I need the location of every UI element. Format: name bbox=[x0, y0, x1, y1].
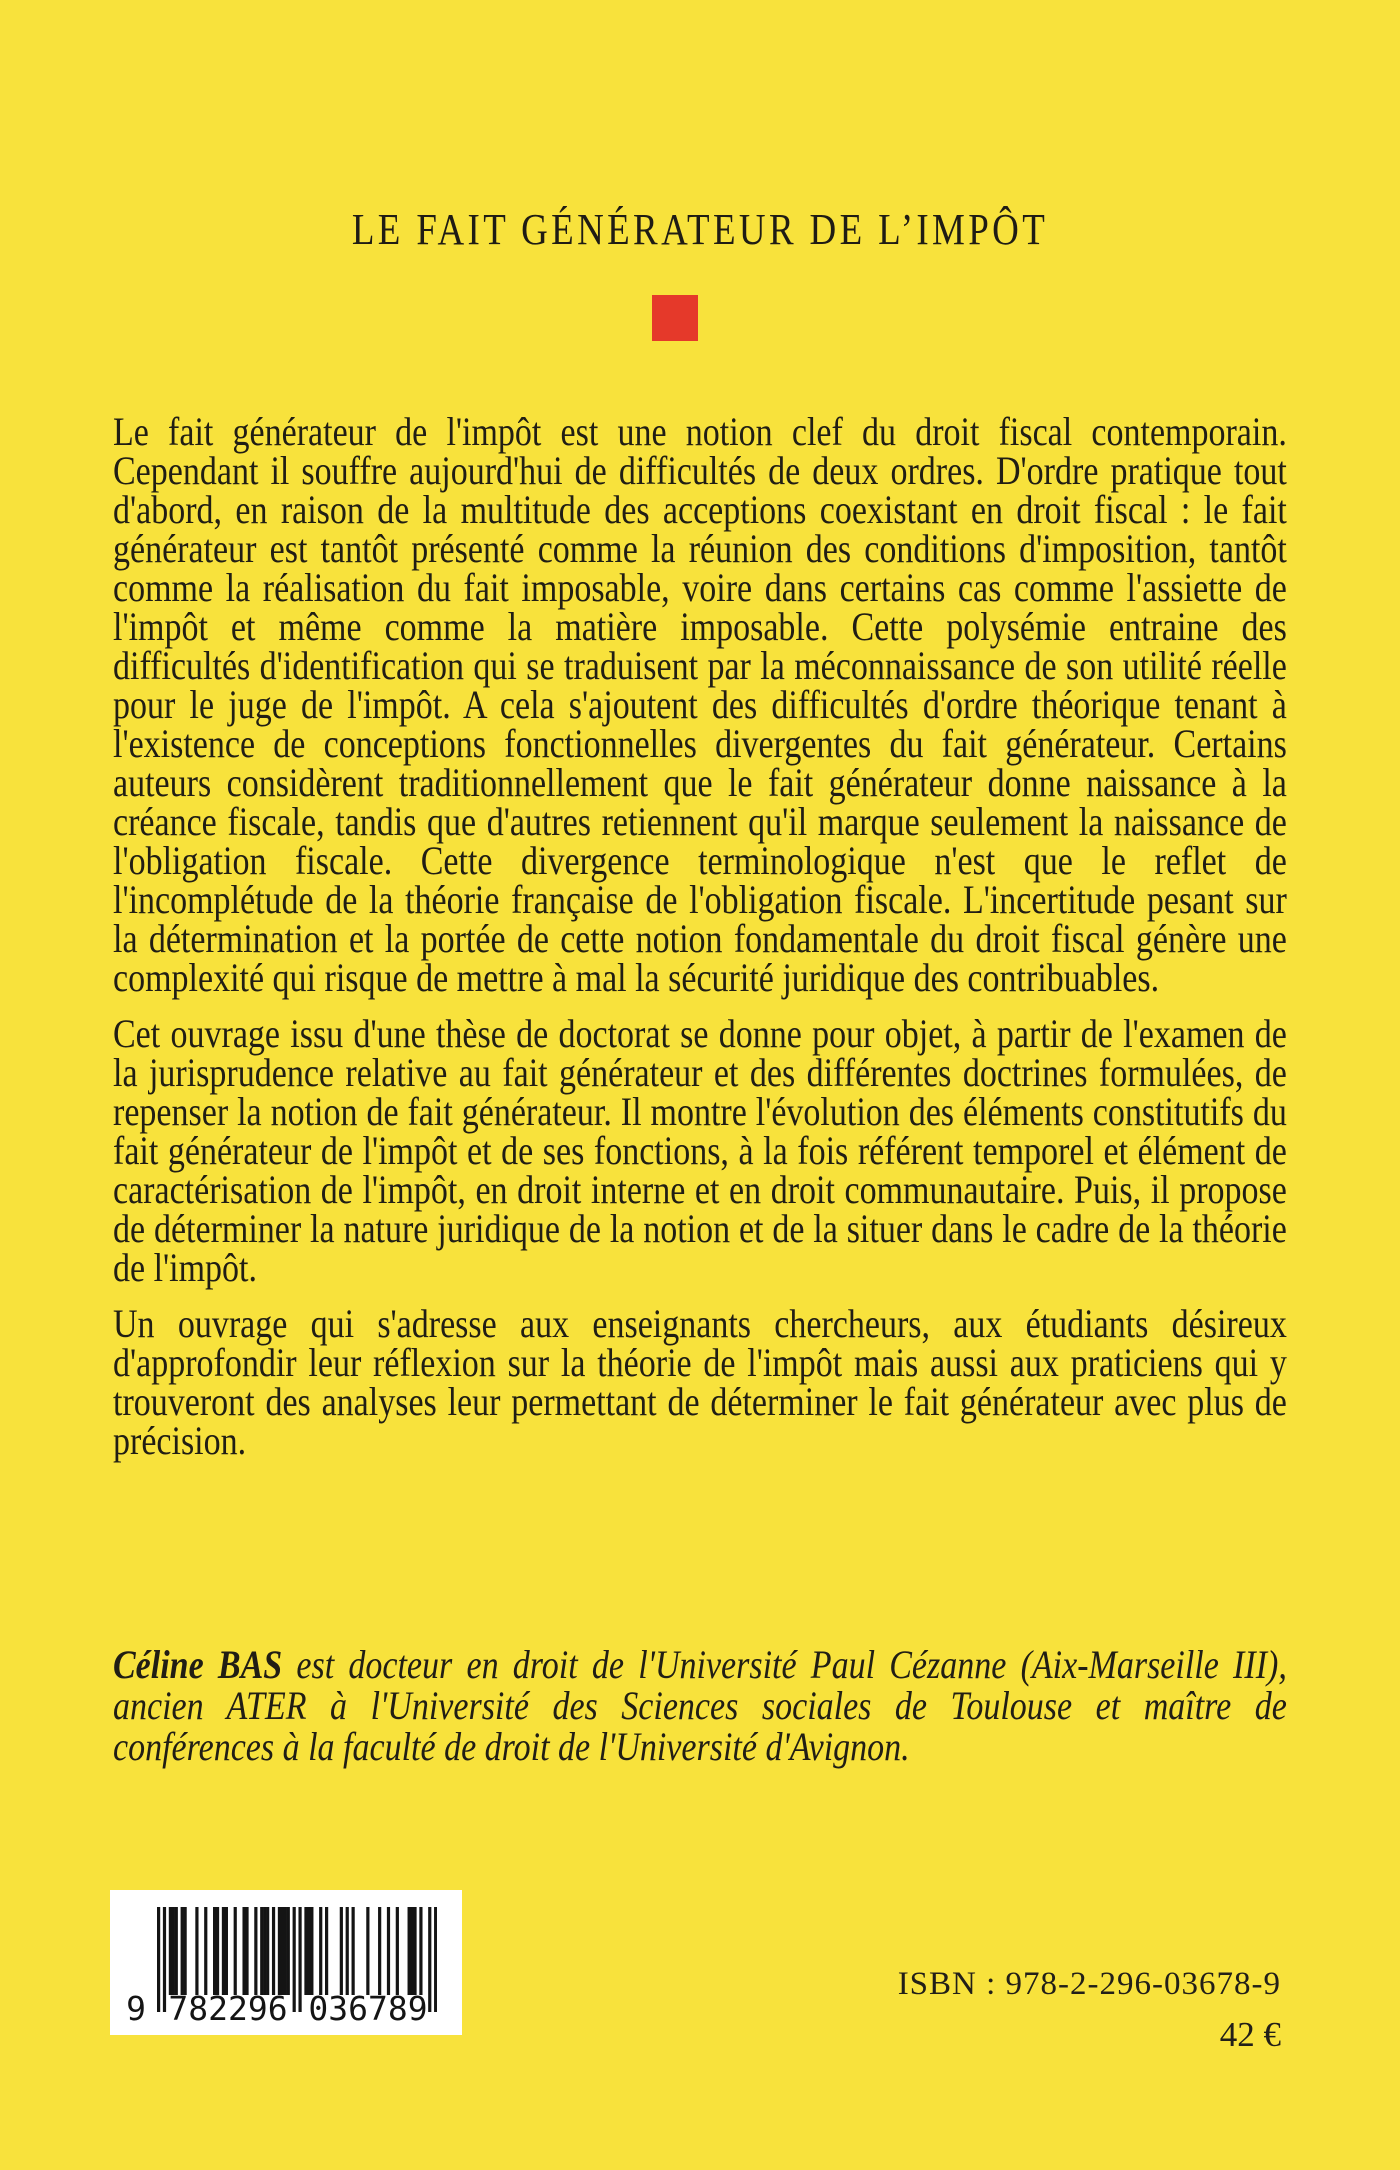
author-name: Céline BAS bbox=[113, 1642, 283, 1687]
synopsis-paragraph-2: Cet ouvrage issu d'une thèse de doctorat se donne pour objet, à partir de l'examen de la jurisprudence relative au fait générateur et des différentes doctrines formulées, de repenser la notion de fait générateur. Il montre l'évolution des éléments constitutifs du fait générateur de l'impôt et de ses fonctions, à la fois référent temporel et élément de caractérisation de l'impôt, en droit interne et en droit communautaire. Puis, il propose de déterminer la nature juridique de la notion et de la situer dans le cadre de la théorie de l'impôt. bbox=[113, 1011, 1287, 1290]
author-bio-text: est docteur en droit de l'Université Paul Cézanne (Aix-Marseille III), ancien ATER à l'Université des Sciences sociales de Toulouse et maître de conférences à la faculté de droit de l'Université d'Avignon. bbox=[113, 1642, 1287, 1769]
isbn-text: ISBN : 978-2-296-03678-9 bbox=[897, 1966, 1281, 2002]
barcode-left-digits: 782296 bbox=[168, 1989, 288, 2028]
synopsis-paragraph-1: Le fait générateur de l'impôt est une notion clef du droit fiscal contemporain. Cependant il souffre aujourd'hui de difficultés de deux ordres. D'ordre pratique tout d'abord, en raison de la multitude des acceptions coexistant en droit fiscal : le fait générateur est tantôt présenté comme la réunion des conditions d'imposition, tantôt comme la réalisation du fait imposable, voire dans certains cas comme l'assiette de l'impôt et même comme la matière imposable. Cette polysémie entraine des difficultés d'identification qui se traduisent par la méconnaissance de son utilité réelle pour le juge de l'impôt. A cela s'ajoutent des difficultés d'ordre théorique tenant à l'existence de conceptions fonctionnelles divergentes du fait générateur. Certains auteurs considèrent traditionnellement que le fait générateur donne naissance à la créance fiscale, tandis que d'autres retiennent qu'il marque seulement la naissance de l'obligation fiscale. Cette divergence terminologique n'est que le reflet de l'incomplétude de la théorie française de l'obligation fiscale. L'incertitude pesant sur la détermination et la portée de cette notion fondamentale du droit fiscal génère une complexité qui risque de mettre à mal la sécurité juridique des contribuables. bbox=[113, 409, 1287, 1000]
barcode-first-digit: 9 bbox=[126, 1989, 146, 2028]
synopsis-paragraph-3: Un ouvrage qui s'adresse aux enseignants chercheurs, aux étudiants désireux d'approfondir leur réflexion sur la théorie de l'impôt mais aussi aux praticiens qui y trouveront des analyses leur permettant de déterminer le fait générateur avec plus de précision. bbox=[113, 1301, 1287, 1463]
synopsis-block bbox=[113, 409, 1287, 1477]
author-bio bbox=[113, 1644, 1287, 1767]
barcode-right-digits: 036789 bbox=[308, 1989, 428, 2028]
price-text: 42 € bbox=[1219, 2015, 1281, 2054]
barcode-panel bbox=[110, 1890, 462, 2035]
red-square-ornament bbox=[652, 295, 698, 341]
book-title: LE FAIT GÉNÉRATEUR DE L’IMPÔT bbox=[351, 205, 1049, 254]
